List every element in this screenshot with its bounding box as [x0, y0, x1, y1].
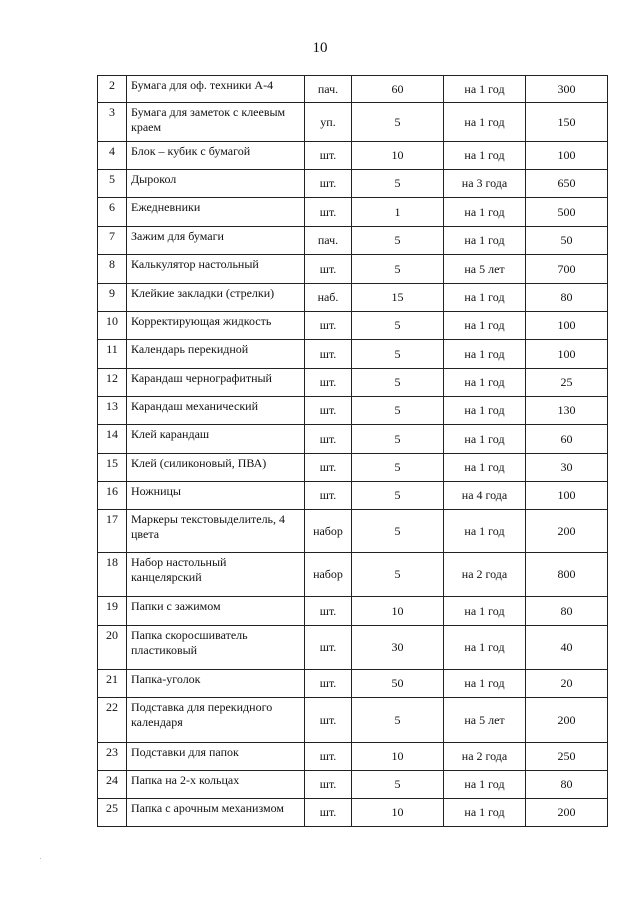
item-name: Клейкие закладки (стрелки) — [127, 284, 305, 312]
table-row — [98, 284, 608, 312]
item-quantity: 5 — [352, 482, 444, 510]
item-price: 20 — [526, 670, 608, 698]
item-quantity: 5 — [352, 553, 444, 597]
item-price: 100 — [526, 142, 608, 170]
item-period: на 1 год — [444, 369, 526, 397]
scan-speck — [40, 858, 41, 859]
item-period: на 1 год — [444, 198, 526, 227]
item-quantity: 5 — [352, 227, 444, 255]
table-row — [98, 510, 608, 553]
item-price: 200 — [526, 799, 608, 827]
row-number: 5 — [98, 170, 127, 198]
item-quantity: 5 — [352, 369, 444, 397]
supplies-table-body — [98, 76, 608, 827]
item-price: 40 — [526, 626, 608, 670]
item-price: 800 — [526, 553, 608, 597]
item-unit: шт. — [305, 312, 352, 340]
item-period: на 2 года — [444, 553, 526, 597]
item-price: 500 — [526, 198, 608, 227]
item-period: на 1 год — [444, 454, 526, 482]
item-quantity: 30 — [352, 626, 444, 670]
item-unit: набор — [305, 510, 352, 553]
item-quantity: 1 — [352, 198, 444, 227]
item-unit: шт. — [305, 369, 352, 397]
table-row — [98, 771, 608, 799]
item-name: Подставка для перекидного календаря — [127, 698, 305, 743]
item-period: на 1 год — [444, 397, 526, 425]
item-price: 650 — [526, 170, 608, 198]
item-quantity: 10 — [352, 597, 444, 626]
item-quantity: 10 — [352, 799, 444, 827]
row-number: 22 — [98, 698, 127, 743]
item-name: Папки с зажимом — [127, 597, 305, 626]
row-number: 15 — [98, 454, 127, 482]
item-unit: шт. — [305, 482, 352, 510]
item-quantity: 5 — [352, 312, 444, 340]
item-quantity: 15 — [352, 284, 444, 312]
item-period: на 1 год — [444, 312, 526, 340]
supplies-table — [97, 75, 608, 827]
item-quantity: 5 — [352, 510, 444, 553]
item-name: Корректирующая жидкость — [127, 312, 305, 340]
row-number: 6 — [98, 198, 127, 227]
item-unit: шт. — [305, 198, 352, 227]
item-quantity: 5 — [352, 103, 444, 142]
table-row — [98, 170, 608, 198]
item-price: 80 — [526, 771, 608, 799]
row-number: 11 — [98, 340, 127, 369]
table-row — [98, 597, 608, 626]
row-number: 3 — [98, 103, 127, 142]
item-period: на 2 года — [444, 743, 526, 771]
item-quantity: 60 — [352, 76, 444, 103]
item-period: на 1 год — [444, 597, 526, 626]
item-period: на 1 год — [444, 103, 526, 142]
table-row — [98, 255, 608, 284]
item-period: на 1 год — [444, 799, 526, 827]
table-row — [98, 626, 608, 670]
table-row — [98, 743, 608, 771]
item-name: Бумага для оф. техники А-4 — [127, 76, 305, 103]
item-price: 100 — [526, 482, 608, 510]
table-row — [98, 698, 608, 743]
item-period: на 1 год — [444, 284, 526, 312]
row-number: 13 — [98, 397, 127, 425]
item-unit: шт. — [305, 698, 352, 743]
item-name: Ножницы — [127, 482, 305, 510]
item-unit: шт. — [305, 454, 352, 482]
item-unit: шт. — [305, 397, 352, 425]
item-name: Зажим для бумаги — [127, 227, 305, 255]
item-price: 200 — [526, 698, 608, 743]
item-quantity: 10 — [352, 743, 444, 771]
item-price: 200 — [526, 510, 608, 553]
table-row — [98, 670, 608, 698]
item-unit: шт. — [305, 340, 352, 369]
item-name: Карандаш чернографитный — [127, 369, 305, 397]
item-name: Папка на 2-х кольцах — [127, 771, 305, 799]
row-number: 24 — [98, 771, 127, 799]
row-number: 17 — [98, 510, 127, 553]
item-period: на 5 лет — [444, 255, 526, 284]
table-row — [98, 799, 608, 827]
row-number: 14 — [98, 425, 127, 454]
table-row — [98, 482, 608, 510]
item-quantity: 50 — [352, 670, 444, 698]
table-row — [98, 340, 608, 369]
page-number: 10 — [312, 40, 328, 56]
item-unit: шт. — [305, 597, 352, 626]
item-unit: шт. — [305, 425, 352, 454]
table-row — [98, 454, 608, 482]
item-unit: шт. — [305, 771, 352, 799]
item-quantity: 5 — [352, 425, 444, 454]
row-number: 21 — [98, 670, 127, 698]
item-period: на 3 года — [444, 170, 526, 198]
item-name: Папка-уголок — [127, 670, 305, 698]
item-period: на 1 год — [444, 510, 526, 553]
row-number: 16 — [98, 482, 127, 510]
item-name: Дырокол — [127, 170, 305, 198]
row-number: 18 — [98, 553, 127, 597]
item-period: на 1 год — [444, 771, 526, 799]
item-unit: уп. — [305, 103, 352, 142]
item-quantity: 5 — [352, 255, 444, 284]
table-row — [98, 76, 608, 103]
item-unit: шт. — [305, 255, 352, 284]
row-number: 19 — [98, 597, 127, 626]
item-period: на 1 год — [444, 340, 526, 369]
item-price: 150 — [526, 103, 608, 142]
item-period: на 1 год — [444, 142, 526, 170]
item-period: на 4 года — [444, 482, 526, 510]
row-number: 8 — [98, 255, 127, 284]
item-unit: шт. — [305, 799, 352, 827]
item-period: на 1 год — [444, 76, 526, 103]
table-row — [98, 312, 608, 340]
item-unit: шт. — [305, 670, 352, 698]
item-name: Набор настольный канцелярский — [127, 553, 305, 597]
item-price: 25 — [526, 369, 608, 397]
item-name: Календарь перекидной — [127, 340, 305, 369]
table-row — [98, 369, 608, 397]
item-price: 50 — [526, 227, 608, 255]
item-name: Маркеры текстовыделитель, 4 цвета — [127, 510, 305, 553]
table-row — [98, 227, 608, 255]
item-period: на 1 год — [444, 670, 526, 698]
table-row — [98, 103, 608, 142]
item-price: 60 — [526, 425, 608, 454]
item-unit: шт. — [305, 142, 352, 170]
item-name: Клей карандаш — [127, 425, 305, 454]
row-number: 7 — [98, 227, 127, 255]
item-period: на 1 год — [444, 425, 526, 454]
item-name: Папка с арочным механизмом — [127, 799, 305, 827]
row-number: 25 — [98, 799, 127, 827]
item-price: 80 — [526, 597, 608, 626]
table-row — [98, 198, 608, 227]
table-row — [98, 553, 608, 597]
item-quantity: 5 — [352, 771, 444, 799]
item-name: Подставки для папок — [127, 743, 305, 771]
row-number: 10 — [98, 312, 127, 340]
item-unit: шт. — [305, 743, 352, 771]
item-period: на 1 год — [444, 626, 526, 670]
row-number: 23 — [98, 743, 127, 771]
table-row — [98, 425, 608, 454]
item-period: на 1 год — [444, 227, 526, 255]
item-quantity: 5 — [352, 397, 444, 425]
item-unit: пач. — [305, 76, 352, 103]
item-unit: шт. — [305, 170, 352, 198]
item-period: на 5 лет — [444, 698, 526, 743]
item-name: Ежедневники — [127, 198, 305, 227]
item-name: Блок – кубик с бумагой — [127, 142, 305, 170]
item-quantity: 5 — [352, 454, 444, 482]
row-number: 12 — [98, 369, 127, 397]
item-unit: набор — [305, 553, 352, 597]
item-price: 130 — [526, 397, 608, 425]
item-name: Бумага для заметок с клеевым краем — [127, 103, 305, 142]
item-price: 80 — [526, 284, 608, 312]
item-name: Папка скоросшиватель пластиковый — [127, 626, 305, 670]
item-price: 700 — [526, 255, 608, 284]
row-number: 9 — [98, 284, 127, 312]
item-price: 250 — [526, 743, 608, 771]
item-price: 100 — [526, 312, 608, 340]
item-unit: наб. — [305, 284, 352, 312]
item-quantity: 5 — [352, 340, 444, 369]
row-number: 4 — [98, 142, 127, 170]
item-name: Калькулятор настольный — [127, 255, 305, 284]
item-name: Клей (силиконовый, ПВА) — [127, 454, 305, 482]
item-price: 30 — [526, 454, 608, 482]
item-quantity: 5 — [352, 698, 444, 743]
table-row — [98, 142, 608, 170]
item-price: 100 — [526, 340, 608, 369]
row-number: 2 — [98, 76, 127, 103]
item-quantity: 5 — [352, 170, 444, 198]
item-price: 300 — [526, 76, 608, 103]
item-quantity: 10 — [352, 142, 444, 170]
item-name: Карандаш механический — [127, 397, 305, 425]
item-unit: пач. — [305, 227, 352, 255]
item-unit: шт. — [305, 626, 352, 670]
row-number: 20 — [98, 626, 127, 670]
table-row — [98, 397, 608, 425]
